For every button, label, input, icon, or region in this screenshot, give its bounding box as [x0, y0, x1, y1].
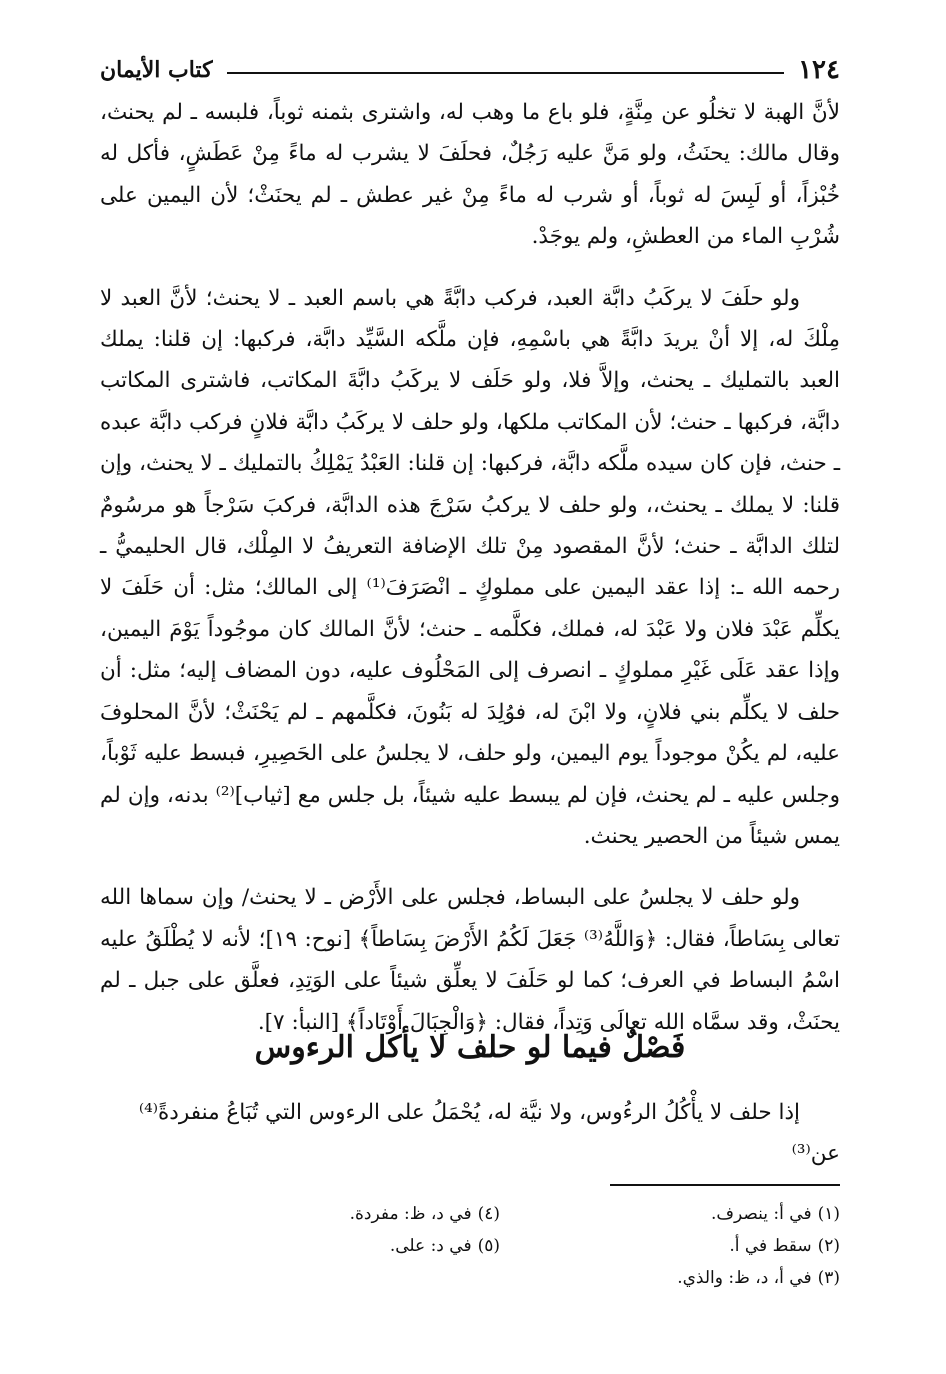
footnote-2 [477, 1230, 840, 1262]
paragraph-3: ولو حلف لا يجلسُ على البساط، فجلس على الأَرْض ـ لا يحنث/ وإن سماها الله تعالى بِسَاطاً، فقال: ﴿وَاللَّهُ⁽³⁾ جَعَلَ لَكُمُ الأَرْضَ بِسَاطاً﴾ [نوح: ١٩]؛ لأنه لا يُطْلَقُ عليه اسْمُ البساط في العرف؛ كما لو حَلَفَ لا يعلِّق شيئاً على الوَتِدِ، فعلَّق على جبل ـ لم يحنَثْ، وقد سمَّاه الله تعالَى وَتِداً، فقال: ﴿وَالْجِبَالَ أَوْتَاداً﴾ [النبأ: ٧]. [100, 885, 840, 1035]
footnote-5 [200, 1230, 500, 1262]
footnote-text: في أ، د، ظ: والذي. [677, 1268, 812, 1288]
footnote-number: (٤) [477, 1204, 500, 1224]
section-paragraph: إذا حلف لا يأْكُلُ الرءُوس، ولا نيَّة له، يُحْمَلُ على الرءوس التي تُبَاعُ منفردةً⁽⁴⁾ عن⁽³⁾ [138, 1100, 840, 1166]
footnote-text: في د: على. [389, 1236, 472, 1256]
paragraph-2: ولو حلَفَ لا يركَبُ دابَّة العبد، فركب دابَّةً هي باسم العبد ـ لا يحنث؛ لأنَّ العبد لا مِلْكَ له، إلا أنْ يريدَ دابَّةً هي باسْمِهِ، فإن ملَّكه السَّيِّد دابَّة، فركبها: إن قلنا: يملك العبد بالتمليك ـ يحنث، وإلاَّ فلا، ولو حَلَف لا يركَبُ دابَّةَ المكاتب، فاشترى المكاتب دابَّة، فركبها ـ حنث؛ لأن المكاتب ملكها، ولو حلف لا يركَبُ دابَّة فلانٍ فركب دابَّة عبده ـ حنث، فإن كان سيده ملَّكه دابَّة، فركبها: إن قلنا: العَبْدُ يَمْلِكُ بالتمليك ـ لا يحنث، وإن قلنا: لا يملك ـ يحنث،، ولو حلف لا يركبُ سَرْجَ هذه الدابَّة، فركبَ سَرْجاً هو مرسُومٌ لتلك الدابَّة ـ حنث؛ لأنَّ المقصود مِنْ تلك الإضافة التعريفُ لا المِلْك، قال الحليميُّ ـ رحمه الله ـ: إذا عقد اليمين على مملوكٍ ـ انْصَرَفَ⁽¹⁾ إلى المالك؛ مثل: أن حَلَفَ لا يكلِّم عَبْدَ فلان ولا عَبْدَ له، فملك، فكلَّمه ـ حنث؛ لأنَّ المالك كان موجُوداً يَوْمَ اليمين، وإذا عقد عَلَى غَيْرِ مملوكٍ ـ انصرف إلى المَحْلُوف عليه، دون المضاف إليه؛ مثل: أن حلف لا يكلِّم بني فلانٍ، ولا ابْنَ له، فوُلِدَ له بَنُونَ، فكلَّمهم ـ لم يَحْنَثْ؛ لأنَّ المحلوفَ عليه، لم يكُنْ موجوداً يوم اليمين، ولو حلف، لا يجلسُ على الحَصِيرِ، فبسط عليه ثَوْباً، وجلس عليه ـ لم يحنث، فإن لم يبسط عليه شيئاً، بل جلس مع [ثياب]⁽²⁾ بدنه، وإن لم يمس شيئاً من الحصير يحنث. [100, 285, 840, 849]
page-number: ١٢٤ [798, 55, 840, 85]
footnote-number: (١) [817, 1204, 840, 1224]
body-text [100, 92, 840, 1043]
footnote-number: (٣) [817, 1268, 840, 1288]
footnote-text: في د، ظ: مفردة. [349, 1204, 472, 1224]
footnotes-column-right [477, 1198, 840, 1294]
footnote-1 [477, 1198, 840, 1230]
footnote-number: (٢) [817, 1236, 840, 1256]
footnote-4 [200, 1198, 500, 1230]
footnote-3 [480, 1262, 840, 1294]
footnotes [100, 1198, 840, 1308]
footnote-text: سقط في أ. [729, 1236, 812, 1256]
running-title: كتاب الأيمان [100, 57, 213, 83]
page-header [100, 50, 840, 90]
footnote-separator [610, 1184, 840, 1186]
footnote-number: (٥) [477, 1236, 500, 1256]
section-heading: فَصْلٌ فيما لو حلف لا يأكل الرءوس [254, 1030, 686, 1065]
footnote-text: في أ: ينصرف. [711, 1204, 812, 1224]
footnotes-column-left [200, 1198, 500, 1262]
header-rule [227, 72, 785, 74]
paragraph-1: لأنَّ الهبة لا تخلُو عن مِنَّةٍ، فلو باع ما وهب له، واشترى بثمنه ثوباً، فلبسه ـ لم يحنث، وقال مالك: يحنَثُ، ولو مَنَّ عليه رَجُلٌ، فحلَفَ لا يشرب له ماءً مِنْ عَطَشٍ، فأكل له خُبْزاً، أو لَبِسَ له ثوباً، أو شرب له ماءً مِنْ غير عطش ـ لم يحنَثْ؛ لأن اليمين على شُرْبِ الماء من العطشِ، ولم يوجَدْ. [100, 100, 840, 250]
